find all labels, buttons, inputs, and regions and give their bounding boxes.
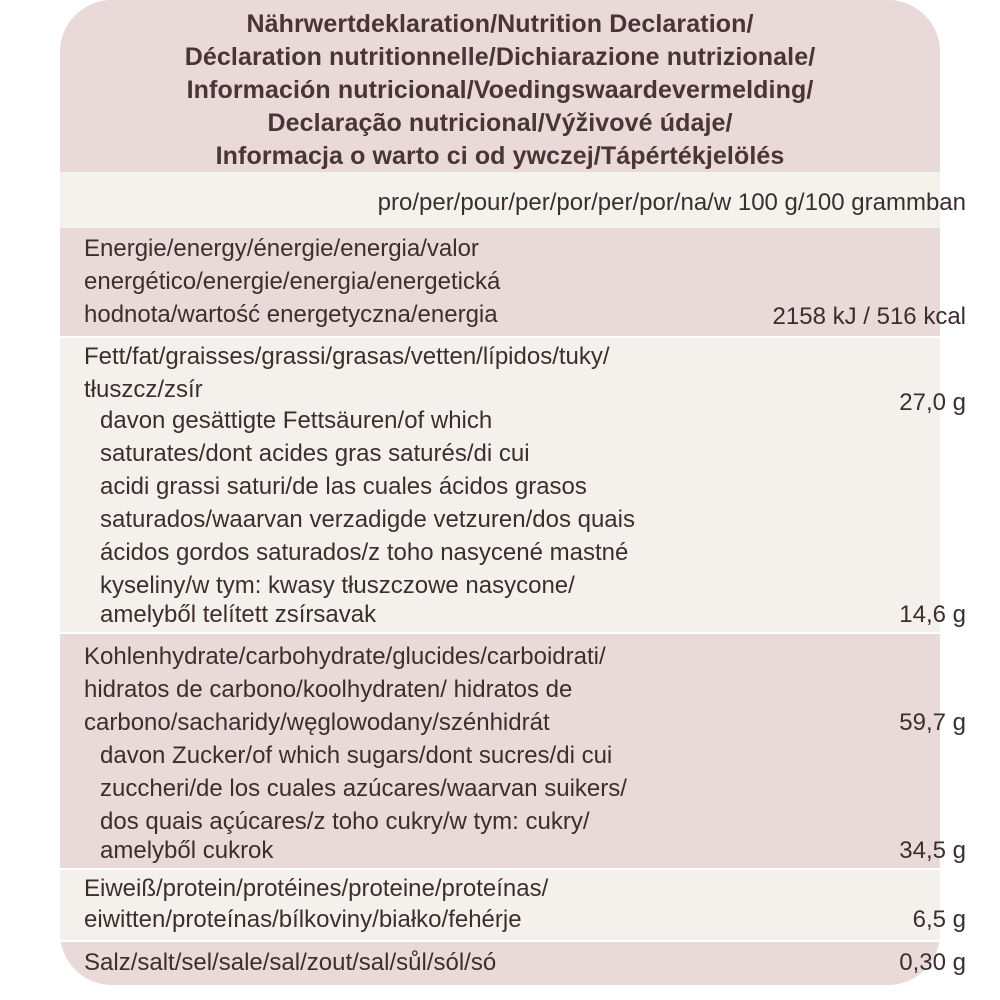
sugars-label-line: davon Zucker/of which sugars/dont sucres/di cui	[100, 742, 613, 769]
fat-value: 27,0 g	[899, 389, 966, 416]
sugars-value: 34,5 g	[899, 837, 966, 864]
energy-label-line: hodnota/wartość energetyczna/energia	[84, 301, 498, 328]
title-line: Declaração nutricional/Výživové údaje/	[267, 109, 733, 137]
energy-label-line: Energie/energy/énergie/energia/valor	[84, 235, 479, 262]
saturates-label-line: ácidos gordos saturados/z toho nasycené mastné	[100, 539, 629, 566]
declaration-title	[60, 8, 940, 173]
saturates-label-line: kyseliny/w tym: kwasy tłuszczowe nasycone/	[100, 572, 575, 599]
divider	[60, 940, 940, 942]
saturates-label-line: saturates/dont acides gras saturés/di cui	[100, 440, 530, 467]
sugars-label-line: zuccheri/de los cuales azúcares/waarvan suikers/	[100, 775, 627, 802]
saturates-label-line: amelyből telített zsírsavak	[100, 601, 377, 628]
saturates-value: 14,6 g	[899, 601, 966, 628]
fat-label-line: tłuszcz/zsír	[84, 376, 203, 403]
protein-value: 6,5 g	[912, 906, 966, 933]
sugars-label-line: dos quais açúcares/z toho cukry/w tym: cukry/	[100, 808, 590, 835]
title-line: Informacja o warto ci od ywczej/Tápértékjelölés	[215, 142, 785, 170]
salt-value: 0,30 g	[899, 949, 966, 976]
divider	[60, 336, 940, 338]
per-100g-label: pro/per/pour/per/por/per/por/na/w 100 g/100 grammban	[377, 189, 966, 216]
title-line: Información nutricional/Voedingswaardevermelding/	[186, 76, 814, 104]
energy-value: 2158 kJ / 516 kcal	[772, 303, 966, 330]
title-line: Nährwertdeklaration/Nutrition Declaration/	[246, 10, 754, 38]
divider	[60, 868, 940, 870]
sugars-label-line: amelyből cukrok	[100, 837, 274, 864]
saturates-label-line: acidi grassi saturi/de las cuales ácidos grasos	[100, 473, 587, 500]
carbs-value: 59,7 g	[899, 709, 966, 736]
protein-label-line: Eiweiß/protein/protéines/proteine/proteínas/	[84, 875, 549, 902]
fat-label-line: Fett/fat/graisses/grassi/grasas/vetten/lípidos/tuky/	[84, 343, 610, 370]
divider	[60, 632, 940, 634]
protein-label-line: eiwitten/proteínas/bílkoviny/białko/fehérje	[84, 906, 522, 933]
carbs-label-line: hidratos de carbono/koolhydraten/ hidratos de	[84, 676, 573, 703]
carbs-label-line: carbono/sacharidy/węglowodany/szénhidrát	[84, 709, 550, 736]
salt-label: Salz/salt/sel/sale/sal/zout/sal/sůl/sól/só	[84, 949, 497, 976]
carbs-label-line: Kohlenhydrate/carbohydrate/glucides/carboidrati/	[84, 643, 606, 670]
saturates-label-line: saturados/waarvan verzadigde vetzuren/dos quais	[100, 506, 635, 533]
saturates-label-line: davon gesättigte Fettsäuren/of which	[100, 407, 493, 434]
title-line: Déclaration nutritionnelle/Dichiarazione nutrizionale/	[184, 43, 816, 71]
energy-label-line: energético/energie/energia/energetická	[84, 268, 501, 295]
